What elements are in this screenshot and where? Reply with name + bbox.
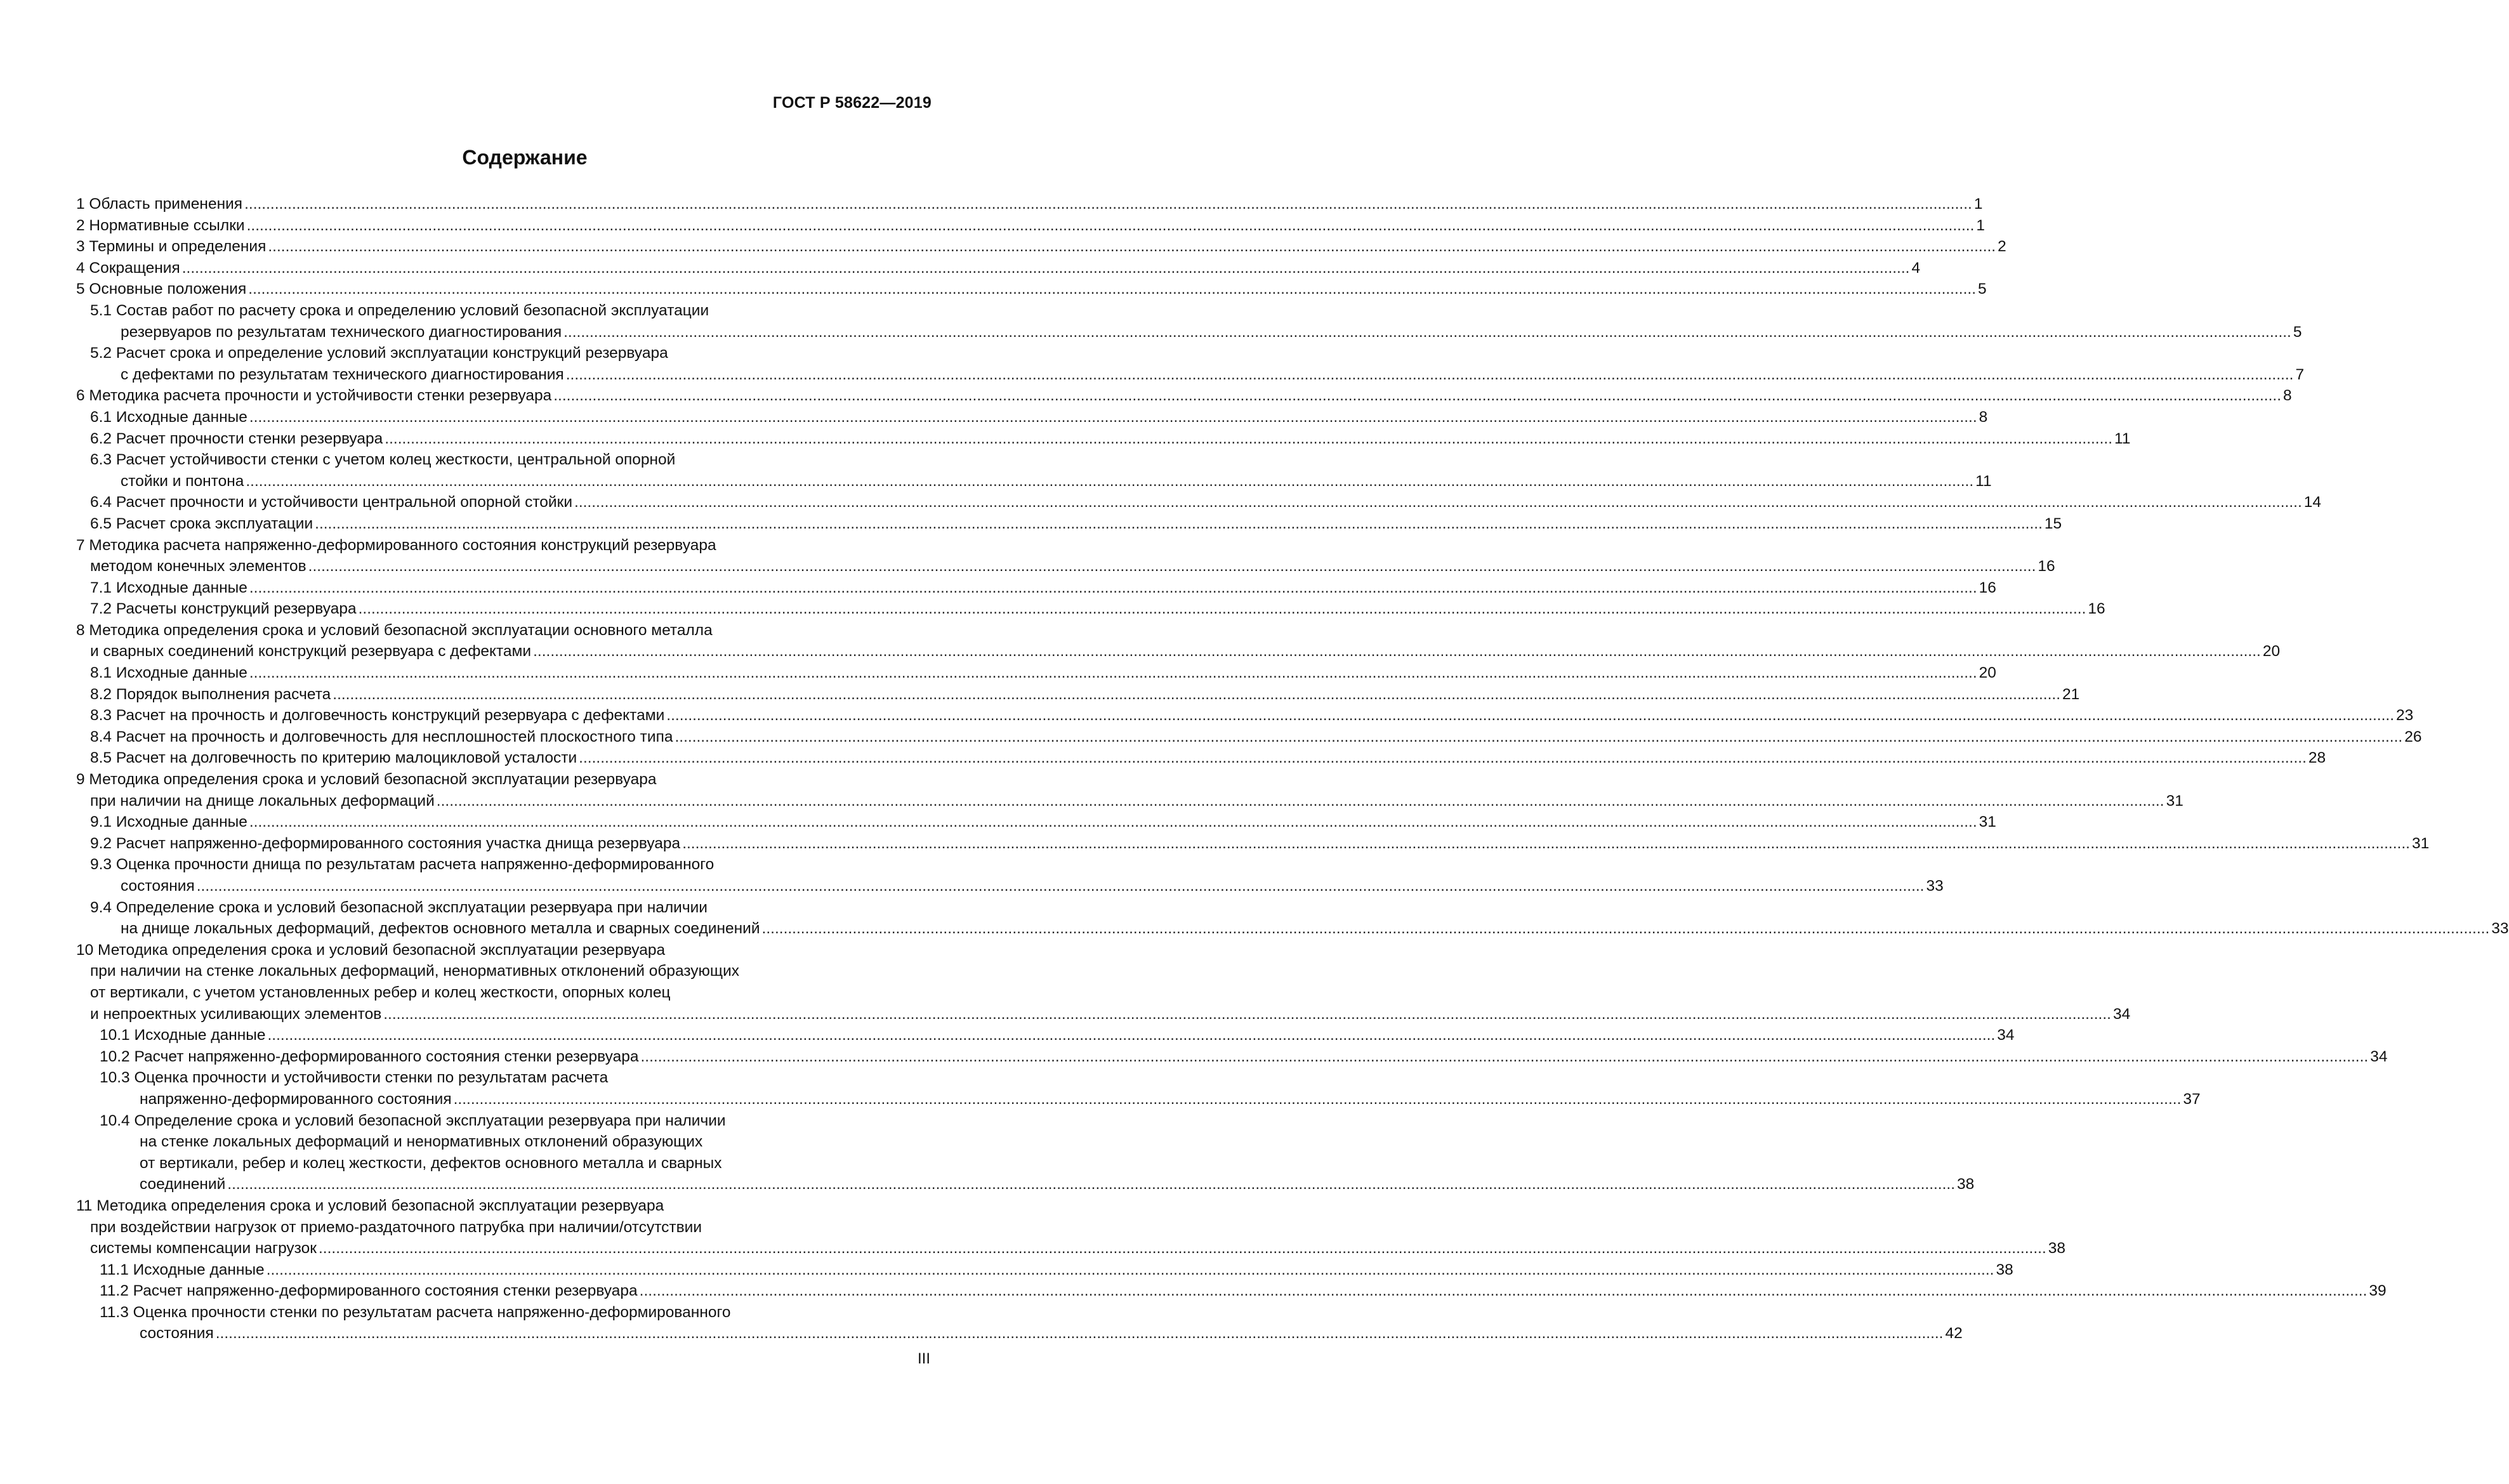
toc-entry-line[interactable] [76,684,2080,706]
toc-leader-dots: ................................................................................................................................................................................................................................................................................................................................................................................................................ [533,643,2261,660]
toc-entry-line[interactable] [76,407,1988,428]
toc-leader-dots: ................................................................................................................................................................................................................................................................................................................................................................................................................ [565,365,2294,383]
toc-entry-text: 9.4 Определение срока и условий безопасной эксплуатации резервуара при наличии [90,898,708,916]
toc-entry-text: резервуаров по результатам технического диагностирования [121,323,562,341]
toc-entry-text: 10.4 Определение срока и условий безопасной эксплуатации резервуара при наличии [100,1112,726,1129]
toc-page-number: 16 [2088,600,2105,618]
toc-entry-text: 6.1 Исходные данные [90,408,247,426]
toc-entry-line[interactable] [76,556,2055,577]
toc-leader-dots: ................................................................................................................................................................................................................................................................................................................................................................................................................ [453,1090,2182,1108]
toc-entry-text: 5.1 Состав работ по расчету срока и определению условий безопасной эксплуатации [90,301,709,319]
toc-entry-text: при наличии на стенке локальных деформаций, ненормативных отклонений образующих [90,962,740,980]
toc-entry-line[interactable] [76,1004,2131,1025]
toc-entry-text: 10.3 Оценка прочности и устойчивости стенки по результатам расчета [100,1069,609,1087]
toc-entry-text: с дефектами по результатам технического диагностирования [121,365,564,383]
toc-leader-dots: ................................................................................................................................................................................................................................................................................................................................................................................................................ [553,387,2282,405]
toc-entry-text: соединений [140,1176,226,1193]
toc-entry-text: 6 Методика расчета прочности и устойчивости стенки резервуара [76,387,552,405]
toc-title: Содержание [462,146,588,169]
toc-entry-line[interactable] [76,897,931,919]
toc-entry-line[interactable] [76,854,931,876]
toc-page-number: 28 [2308,749,2326,767]
document-code: ГОСТ Р 58622—2019 [772,94,932,112]
toc-entry-line[interactable] [76,364,2305,386]
toc-page-number: 11 [2114,430,2131,447]
toc-leader-dots: ................................................................................................................................................................................................................................................................................................................................................................................................................ [249,408,1977,426]
toc-page-number: 8 [1979,408,1988,426]
toc-page-number: 2 [1998,238,2006,256]
toc-entry-text: напряженно-деформированного состояния [140,1090,452,1108]
toc-entry-text: 6.5 Расчет срока эксплуатации [90,515,313,532]
toc-entry-line[interactable] [76,1153,931,1174]
toc-entry-line[interactable] [76,1195,931,1217]
toc-page-number: 34 [2370,1047,2388,1065]
toc-entry-line[interactable] [76,1025,2015,1046]
toc-leader-dots: ................................................................................................................................................................................................................................................................................................................................................................................................................ [579,749,2307,767]
toc-entry-line[interactable] [76,492,2322,513]
toc-entry-line[interactable] [76,641,2281,662]
toc-entry-text: 10.1 Исходные данные [100,1027,266,1044]
toc-leader-dots: ................................................................................................................................................................................................................................................................................................................................................................................................................ [333,685,2061,703]
toc-entry-text: 6.3 Расчет устойчивости стенки с учетом колец жесткости, центральной опорной [90,451,676,469]
toc-leader-dots: ................................................................................................................................................................................................................................................................................................................................................................................................................ [436,792,2164,810]
toc-entry-text: от вертикали, ребер и колец жесткости, дефектов основного металла и сварных [140,1154,722,1172]
toc-page-number: 38 [1996,1261,2013,1278]
toc-entry-line[interactable] [76,300,931,322]
toc-entry-line[interactable] [76,343,931,364]
toc-page-number: 34 [1997,1027,2015,1044]
toc-entry-text: 9.3 Оценка прочности днища по результатам расчета напряженно-деформированного [90,856,715,874]
toc-entry-line[interactable] [76,1174,1975,1195]
toc-entry-line[interactable] [76,918,2509,940]
toc-entry-text: 11.1 Исходные данные [100,1261,265,1278]
page-number: III [917,1350,930,1367]
toc-entry-line[interactable] [76,236,2006,258]
toc-entry-line[interactable] [76,471,1992,492]
toc-page-number: 8 [2283,387,2292,405]
toc-leader-dots: ................................................................................................................................................................................................................................................................................................................................................................................................................ [308,558,2036,575]
toc-leader-dots: ................................................................................................................................................................................................................................................................................................................................................................................................................ [244,195,1972,213]
toc-entry-line[interactable] [76,662,1996,684]
toc-entry-text: при наличии на днище локальных деформаций [90,792,435,810]
toc-page-number: 23 [2396,707,2414,725]
toc-entry-text: 3 Термины и определения [76,238,267,256]
toc-leader-dots: ................................................................................................................................................................................................................................................................................................................................................................................................................ [249,813,1977,831]
toc-leader-dots: ................................................................................................................................................................................................................................................................................................................................................................................................................ [639,1282,2367,1300]
toc-entry-line[interactable] [76,535,931,556]
toc-entry-line[interactable] [76,194,1983,215]
toc-entry-line[interactable] [76,1046,2388,1068]
toc-entry-text: 10.2 Расчет напряженно-деформированного состояния стенки резервуара [100,1047,639,1065]
toc-page-number: 33 [1926,877,1944,895]
toc-entry-text: на стенке локальных деформаций и ненормативных отклонений образующих [140,1133,703,1151]
toc-entry-text: 9.1 Исходные данные [90,813,247,831]
toc-entry-line[interactable] [76,1280,2387,1302]
toc-entry-text: 8.2 Порядок выполнения расчета [90,685,331,703]
toc-entry-line[interactable] [76,1131,931,1153]
toc-leader-dots: ................................................................................................................................................................................................................................................................................................................................................................................................................ [358,600,2086,618]
toc-leader-dots: ................................................................................................................................................................................................................................................................................................................................................................................................................ [319,1240,2046,1257]
toc-leader-dots: ................................................................................................................................................................................................................................................................................................................................................................................................................ [268,238,1996,256]
toc-entry-line[interactable] [76,279,1987,300]
toc-page-number: 16 [1979,579,1996,596]
toc-entry-text: и сварных соединений конструкций резервуара с дефектами [90,643,532,660]
toc-page-number: 11 [1975,472,1992,490]
toc-leader-dots: ................................................................................................................................................................................................................................................................................................................................................................................................................ [248,280,1977,298]
toc-leader-dots: ................................................................................................................................................................................................................................................................................................................................................................................................................ [196,877,1925,895]
toc-entry-line[interactable] [76,1323,1963,1344]
toc-leader-dots: ................................................................................................................................................................................................................................................................................................................................................................................................................ [249,664,1977,682]
toc-entry-line[interactable] [76,961,931,982]
toc-entry-line[interactable] [76,385,2292,407]
toc-page-number: 1 [1973,195,1983,213]
toc-leader-dots: ................................................................................................................................................................................................................................................................................................................................................................................................................ [563,323,2291,341]
toc-leader-dots: ................................................................................................................................................................................................................................................................................................................................................................................................................ [246,472,1974,490]
toc-entry-text: при воздействии нагрузок от приемо-раздаточного патрубка при наличии/отсутствии [90,1218,702,1236]
toc-page-number: 20 [1979,664,1996,682]
toc-leader-dots: ................................................................................................................................................................................................................................................................................................................................................................................................................ [181,259,1910,277]
toc-page-number: 16 [2038,558,2055,575]
toc-entry-text: 2 Нормативные ссылки [76,216,245,234]
toc-entry-text: стойки и понтона [121,472,244,490]
toc-leader-dots: ................................................................................................................................................................................................................................................................................................................................................................................................................ [215,1325,1944,1343]
toc-entry-line[interactable] [76,258,1921,279]
toc-page-number: 31 [2411,834,2430,852]
toc-entry-line[interactable] [76,769,931,791]
toc-entry-text: 7 Методика расчета напряженно-деформированного состояния конструкций резервуара [76,536,716,554]
toc-entry-text: 7.1 Исходные данные [90,579,247,596]
toc-entry-text: 8 Методика определения срока и условий безопасной эксплуатации основного металла [76,621,713,639]
toc-leader-dots: ................................................................................................................................................................................................................................................................................................................................................................................................................ [246,216,1975,234]
toc-entry-text: 7.2 Расчеты конструкций резервуара [90,600,357,618]
toc-entry-text: 8.4 Расчет на прочность и долговечность для несплошностей плоскостного типа [90,728,673,745]
toc-page-number: 4 [1911,259,1921,277]
toc-entry-line[interactable] [76,577,1996,599]
toc-entry-text: 4 Сокращения [76,259,180,277]
toc-entry-line[interactable] [76,876,1944,897]
table-of-contents [76,194,2509,1344]
toc-leader-dots: ................................................................................................................................................................................................................................................................................................................................................................................................................ [761,920,2490,938]
toc-entry-line[interactable] [76,940,931,961]
toc-entry-text: 6.2 Расчет прочности стенки резервуара [90,430,383,447]
toc-entry-text: 8.3 Расчет на прочность и долговечность конструкций резервуара с дефектами [90,707,665,725]
toc-page-number: 15 [2044,515,2062,532]
toc-page-number: 38 [1957,1176,1975,1193]
toc-entry-text: 11 Методика определения срока и условий безопасной эксплуатации резервуара [76,1197,664,1214]
toc-page-number: 38 [2048,1240,2066,1257]
toc-entry-text: 9 Методика определения срока и условий безопасной эксплуатации резервуара [76,771,657,789]
toc-entry-line[interactable] [76,598,2105,620]
toc-entry-line[interactable] [76,1110,931,1132]
toc-leader-dots: ................................................................................................................................................................................................................................................................................................................................................................................................................ [574,494,2302,511]
toc-entry-line[interactable] [76,1217,931,1238]
toc-entry-text: и непроектных усиливающих элементов [90,1005,382,1023]
toc-page-number: 31 [2166,792,2183,810]
toc-page-number: 14 [2303,494,2322,511]
toc-leader-dots: ................................................................................................................................................................................................................................................................................................................................................................................................................ [227,1176,1956,1193]
toc-entry-text: состояния [140,1325,214,1343]
toc-leader-dots: ................................................................................................................................................................................................................................................................................................................................................................................................................ [640,1047,2369,1065]
toc-entry-line[interactable] [76,791,2183,812]
toc-page-number: 7 [2295,365,2305,383]
toc-leader-dots: ................................................................................................................................................................................................................................................................................................................................................................................................................ [682,834,2410,852]
toc-entry-text: 8.1 Исходные данные [90,664,247,682]
toc-entry-text: 9.2 Расчет напряженно-деформированного состояния участка днища резервуара [90,834,681,852]
toc-entry-line[interactable] [76,620,931,641]
toc-page-number: 37 [2183,1090,2201,1108]
toc-entry-line[interactable] [76,705,2414,726]
toc-entry-line[interactable] [76,811,1996,833]
toc-page-number: 5 [2293,323,2302,341]
toc-entry-text: 5.2 Расчет срока и определение условий эксплуатации конструкций резервуара [90,345,668,362]
toc-entry-text: системы компенсации нагрузок [90,1240,317,1257]
toc-entry-line[interactable] [76,1089,2201,1110]
toc-entry-text: 11.2 Расчет напряженно-деформированного состояния стенки резервуара [100,1282,638,1300]
toc-entry-line[interactable] [76,833,2430,855]
toc-entry-text: состояния [121,877,195,895]
toc-entry-text: 10 Методика определения срока и условий безопасной эксплуатации резервуара [76,941,666,959]
toc-entry-line[interactable] [76,747,2326,769]
toc-entry-text: 1 Область применения [76,195,243,213]
toc-page-number: 33 [2491,920,2509,938]
toc-leader-dots: ................................................................................................................................................................................................................................................................................................................................................................................................................ [315,515,2043,532]
toc-page-number: 31 [1979,813,1996,831]
toc-entry-line[interactable] [76,215,1985,237]
toc-page-number: 21 [2062,685,2080,703]
toc-entry-line[interactable] [76,1238,2066,1259]
toc-entry-line[interactable] [76,513,2062,535]
toc-page-number: 34 [2112,1005,2131,1023]
toc-leader-dots: ................................................................................................................................................................................................................................................................................................................................................................................................................ [675,728,2403,745]
toc-leader-dots: ................................................................................................................................................................................................................................................................................................................................................................................................................ [385,430,2113,447]
toc-entry-line[interactable] [76,449,931,471]
toc-leader-dots: ................................................................................................................................................................................................................................................................................................................................................................................................................ [266,1261,1994,1278]
toc-leader-dots: ................................................................................................................................................................................................................................................................................................................................................................................................................ [267,1027,1996,1044]
toc-entry-line[interactable] [76,322,2302,343]
toc-entry-line[interactable] [76,428,2131,450]
toc-entry-line[interactable] [76,1259,2013,1281]
toc-page-number: 42 [1945,1325,1963,1343]
toc-entry-text: 5 Основные положения [76,280,247,298]
toc-page-number: 39 [2369,1282,2387,1300]
toc-entry-line[interactable] [76,982,931,1004]
toc-entry-line[interactable] [76,1302,931,1323]
toc-page-number: 20 [2262,643,2281,660]
toc-entry-text: методом конечных элементов [90,558,306,575]
toc-entry-text: 6.4 Расчет прочности и устойчивости центральной опорной стойки [90,494,573,511]
toc-leader-dots: ................................................................................................................................................................................................................................................................................................................................................................................................................ [666,707,2395,725]
toc-entry-text: 8.5 Расчет на долговечность по критерию малоцикловой усталости [90,749,577,767]
toc-entry-text: на днище локальных деформаций, дефектов основного металла и сварных соединений [121,920,760,938]
toc-entry-line[interactable] [76,1067,931,1089]
toc-page-number: 1 [1976,216,1985,234]
toc-page-number: 26 [2404,728,2422,745]
toc-page-number: 5 [1978,280,1987,298]
toc-entry-text: от вертикали, с учетом установленных ребер и колец жесткости, опорных колец [90,983,671,1001]
toc-leader-dots: ................................................................................................................................................................................................................................................................................................................................................................................................................ [249,579,1977,596]
toc-leader-dots: ................................................................................................................................................................................................................................................................................................................................................................................................................ [383,1005,2111,1023]
toc-entry-text: 11.3 Оценка прочности стенки по результатам расчета напряженно-деформированного [100,1303,731,1321]
toc-entry-line[interactable] [76,726,2422,748]
